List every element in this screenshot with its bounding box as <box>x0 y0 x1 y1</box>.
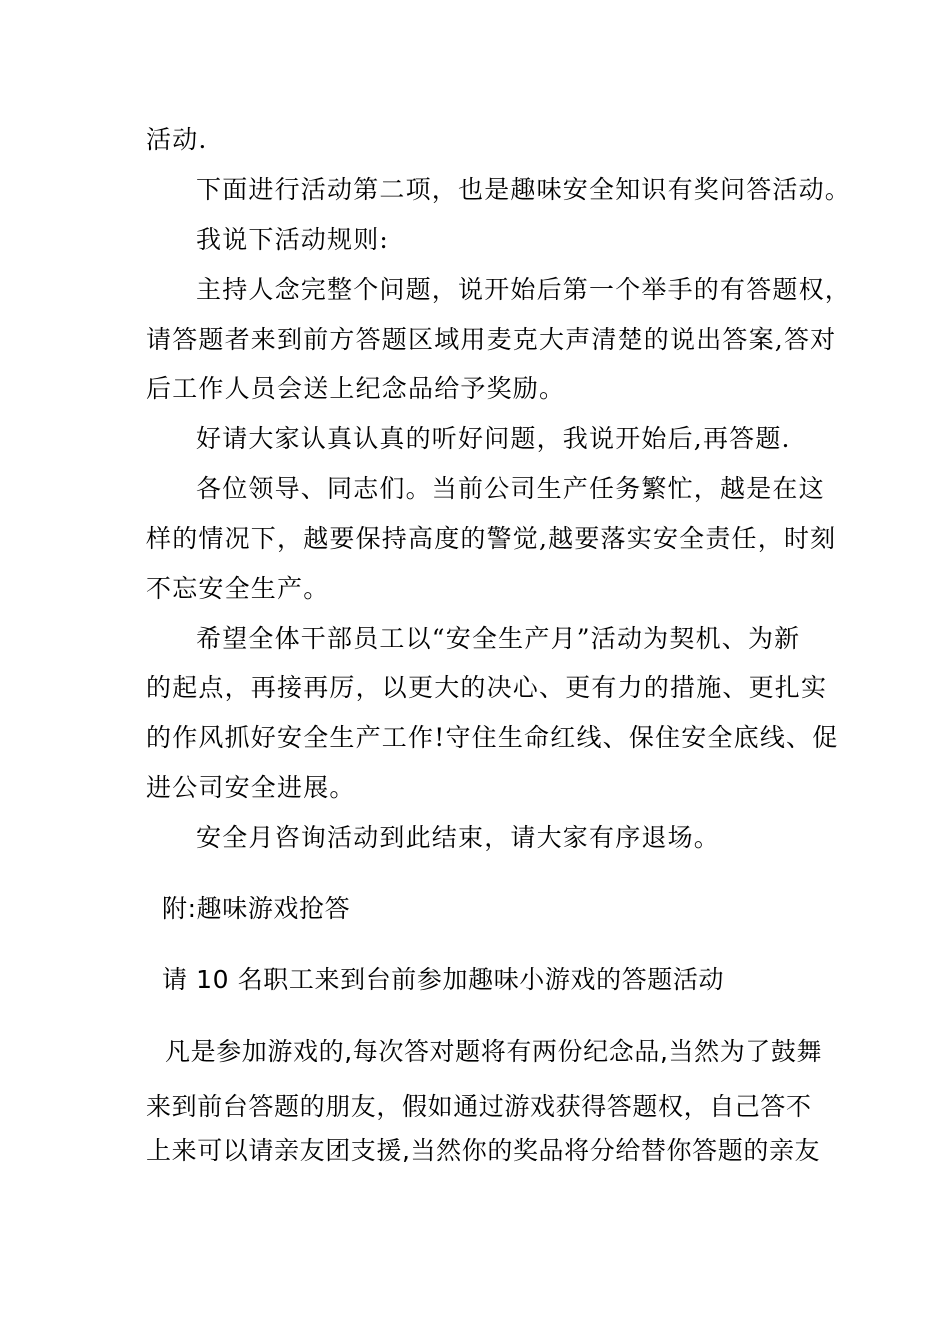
text-line-3: 我说下活动规则: <box>196 225 390 254</box>
text-line-10: 不忘安全生产。 <box>146 574 330 603</box>
text-line-15: 安全月咨询活动到此结束，请大家有序退场。 <box>196 823 721 852</box>
text-line-12: 的起点，再接再厉，以更大的决心、更有力的措施、更扎实 <box>146 673 828 702</box>
text-line-8: 各位领导、同志们。当前公司生产任务繁忙，越是在这 <box>196 474 825 503</box>
text-line-6: 后工作人员会送上纪念品给予奖励。 <box>146 374 566 403</box>
text-line-2: 下面进行活动第二项，也是趣味安全知识有奖问答活动。 <box>196 175 852 204</box>
text-line-13: 的作风抓好安全生产工作!守住生命红线、保住安全底线、促 <box>146 723 839 752</box>
text-line-11: 希望全体干部员工以“安全生产月”活动为契机、为新 <box>196 624 801 653</box>
text-line-14: 进公司安全进展。 <box>146 773 356 802</box>
text-line-19: 来到前台答题的朋友，假如通过游戏获得答题权，自己答不 <box>146 1092 812 1121</box>
text-line-5: 请答题者来到前方答题区域用麦克大声清楚的说出答案,答对 <box>146 325 837 354</box>
text-line-20: 上来可以请亲友团支援,当然你的奖品将分给替你答题的亲友 <box>146 1136 821 1165</box>
text-line-18: 凡是参加游戏的,每次答对题将有两份纪念品,当然为了鼓舞 <box>165 1037 823 1066</box>
text-line-7: 好请大家认真认真的听好问题，我说开始后,再答题. <box>196 424 791 453</box>
text-line-17: 请 10 名职工来到台前参加趣味小游戏的答题活动 <box>162 965 725 994</box>
appendix-heading: 附:趣味游戏抢答 <box>162 894 351 923</box>
text-line-1: 活动. <box>146 125 208 154</box>
text-line-4: 主持人念完整个问题，说开始后第一个举手的有答题权， <box>196 275 852 304</box>
text-line-9: 样的情况下，越要保持高度的警觉,越要落实安全责任，时刻 <box>146 524 837 553</box>
